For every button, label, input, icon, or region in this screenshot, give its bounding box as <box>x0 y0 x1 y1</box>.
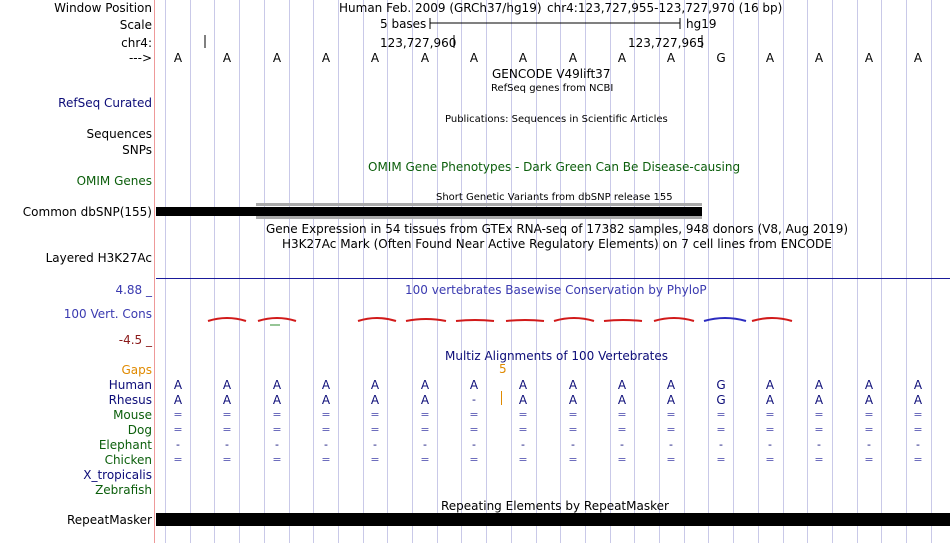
publications-track-title[interactable]: Publications: Sequences in Scientific Articles <box>445 114 668 125</box>
alignment-cell: A <box>272 378 282 392</box>
assembly-name: Human Feb. 2009 (GRCh37/hg19) <box>339 1 542 15</box>
phylop-max-label: 4.88 _ <box>115 283 152 297</box>
alignment-cell: = <box>272 453 282 466</box>
species-label-mouse[interactable]: Mouse <box>113 408 152 422</box>
alignment-cell: = <box>321 408 331 421</box>
alignment-cell: - <box>521 438 525 451</box>
phylop-score-mark <box>752 318 792 321</box>
alignment-cell: - <box>472 393 476 406</box>
reference-base: A <box>666 51 676 65</box>
alignment-cell: - <box>373 438 377 451</box>
alignment-cell: = <box>420 408 430 421</box>
alignment-cell: = <box>469 423 479 436</box>
phylop-score-mark <box>604 320 642 321</box>
alignment-cell: = <box>518 408 528 421</box>
gaps-label[interactable]: Gaps <box>121 363 152 377</box>
phylop-score-mark <box>654 318 694 321</box>
alignment-cell: A <box>469 378 479 392</box>
refseq-track-title[interactable]: RefSeq genes from NCBI <box>491 83 614 94</box>
alignment-cell: = <box>420 423 430 436</box>
reference-base: A <box>518 51 528 65</box>
dbsnp-track-title[interactable]: Short Genetic Variants from dbSNP release 155 <box>436 192 673 203</box>
alignment-cell: A <box>321 393 331 407</box>
alignment-cell: A <box>518 378 528 392</box>
alignment-cell: = <box>173 408 183 421</box>
alignment-cell: = <box>518 423 528 436</box>
species-label-zebrafish[interactable]: Zebrafish <box>95 483 152 497</box>
species-label-rhesus[interactable]: Rhesus <box>108 393 152 407</box>
alignment-cell: - <box>768 438 772 451</box>
alignment-cell: = <box>765 408 775 421</box>
alignment-cell: - <box>275 438 279 451</box>
alignment-cell: = <box>370 453 380 466</box>
alignment-cell: - <box>472 438 476 451</box>
layered-h3k27ac-label[interactable]: Layered H3K27Ac <box>45 251 152 265</box>
alignment-cell: - <box>423 438 427 451</box>
scale-assembly-text: hg19 <box>686 17 717 31</box>
alignment-cell: = <box>370 408 380 421</box>
repeatmasker-track-title[interactable]: Repeating Elements by RepeatMasker <box>441 499 669 513</box>
alignment-cell: A <box>173 393 183 407</box>
alignment-cell: = <box>765 453 775 466</box>
alignment-cell: A <box>420 378 430 392</box>
refseq-curated-label[interactable]: RefSeq Curated <box>58 96 152 110</box>
alignment-cell: A <box>518 393 528 407</box>
alignment-cell: = <box>420 453 430 466</box>
alignment-cell: - <box>225 438 229 451</box>
alignment-cell: A <box>222 378 232 392</box>
alignment-cell: = <box>864 408 874 421</box>
alignment-cell: - <box>719 438 723 451</box>
reference-base: A <box>469 51 479 65</box>
alignment-cell: A <box>765 378 775 392</box>
species-label-human[interactable]: Human <box>108 378 152 392</box>
alignment-cell: - <box>817 438 821 451</box>
snps-label[interactable]: SNPs <box>122 143 152 157</box>
phylop-score-mark <box>208 318 246 321</box>
reference-base: A <box>568 51 578 65</box>
alignment-cell: A <box>864 393 874 407</box>
alignment-cell: = <box>518 453 528 466</box>
alignment-cell: = <box>913 408 923 421</box>
alignment-cell: = <box>617 453 627 466</box>
reference-base: A <box>765 51 775 65</box>
alignment-cell: = <box>716 408 726 421</box>
alignment-cell: = <box>469 408 479 421</box>
alignment-cell: = <box>765 423 775 436</box>
phylop-score-mark <box>258 318 296 321</box>
alignment-cell: A <box>617 378 627 392</box>
species-label-x_tropicalis[interactable]: X_tropicalis <box>83 468 152 482</box>
alignment-cell: = <box>666 423 676 436</box>
alignment-cell: A <box>913 393 923 407</box>
alignment-cell: = <box>222 453 232 466</box>
alignment-cell: = <box>814 408 824 421</box>
phylop-score-mark <box>406 319 446 321</box>
alignment-cell: A <box>222 393 232 407</box>
alignment-cell: = <box>272 408 282 421</box>
alignment-cell: - <box>867 438 871 451</box>
alignment-cell: A <box>370 378 380 392</box>
alignment-cell: = <box>321 453 331 466</box>
alignment-cell: A <box>420 393 430 407</box>
phylop-score-mark <box>704 318 746 321</box>
alignment-cell: A <box>321 378 331 392</box>
alignment-cell: A <box>272 393 282 407</box>
alignment-cell: = <box>469 453 479 466</box>
scale-bases-text: 5 bases <box>380 17 427 31</box>
chrom-label: chr4: <box>121 36 152 50</box>
alignment-cell: = <box>716 453 726 466</box>
alignment-cell: = <box>321 423 331 436</box>
omim-genes-label[interactable]: OMIM Genes <box>76 174 152 188</box>
alignment-cell: A <box>864 378 874 392</box>
alignment-cell: = <box>173 423 183 436</box>
repeatmasker-label[interactable]: RepeatMasker <box>66 513 152 527</box>
alignment-cell: - <box>916 438 920 451</box>
alignment-cell: = <box>272 423 282 436</box>
alignment-cell: A <box>173 378 183 392</box>
scale-label: Scale <box>119 18 152 32</box>
chrom-position-2: 123,727,965 <box>628 36 705 50</box>
alignment-cell: = <box>370 423 380 436</box>
species-label-dog[interactable]: Dog <box>127 423 152 437</box>
reference-base: A <box>370 51 380 65</box>
alignment-cell: - <box>324 438 328 451</box>
alignment-cell: A <box>568 378 578 392</box>
gencode-track-title[interactable]: GENCODE V49lift37 <box>492 67 611 81</box>
phylop-score-mark <box>554 318 594 321</box>
gap-count: 5 <box>499 362 507 376</box>
multiz-track-title[interactable]: Multiz Alignments of 100 Vertebrates <box>445 349 669 363</box>
reference-base: A <box>617 51 627 65</box>
alignment-cell: A <box>814 378 824 392</box>
alignment-cell: A <box>666 393 676 407</box>
phylop-score-mark <box>456 320 494 321</box>
alignment-cell: A <box>913 378 923 392</box>
common-dbsnp-label[interactable]: Common dbSNP(155) <box>22 205 152 219</box>
alignment-cell: = <box>913 423 923 436</box>
alignment-cell: A <box>666 378 676 392</box>
alignment-cell: = <box>568 408 578 421</box>
rhesus-insertion-mark <box>501 391 502 405</box>
alignment-cell: = <box>864 423 874 436</box>
alignment-cell: G <box>716 378 726 392</box>
window-coordinates[interactable]: chr4:123,727,955-123,727,970 (16 bp) <box>547 1 783 15</box>
phylop-score-mark <box>358 318 396 321</box>
alignment-cell: - <box>669 438 673 451</box>
alignment-cell: = <box>716 423 726 436</box>
reference-base: A <box>420 51 430 65</box>
alignment-cell: A <box>765 393 775 407</box>
reference-base: A <box>222 51 232 65</box>
h3k27ac-track-title[interactable]: H3K27Ac Mark (Often Found Near Active Regulatory Elements) on 7 cell lines from ENCODE <box>282 237 832 251</box>
chrom-position-1: 123,727,960 <box>380 36 457 50</box>
alignment-cell: = <box>222 408 232 421</box>
alignment-cell: = <box>173 453 183 466</box>
window-position-label: Window Position <box>54 1 152 15</box>
alignment-cell: - <box>571 438 575 451</box>
alignment-cell: = <box>814 423 824 436</box>
sequences-label[interactable]: Sequences <box>86 127 152 141</box>
reference-base: A <box>321 51 331 65</box>
reference-base: A <box>864 51 874 65</box>
species-label-elephant[interactable]: Elephant <box>98 438 152 452</box>
alignment-cell: = <box>617 408 627 421</box>
reference-base: A <box>814 51 824 65</box>
reference-base: G <box>716 51 726 65</box>
alignment-cell: = <box>617 423 627 436</box>
alignment-cell: = <box>814 453 824 466</box>
species-label-chicken[interactable]: Chicken <box>104 453 152 467</box>
repeat-element-bar[interactable] <box>156 513 950 526</box>
alignment-cell: = <box>666 408 676 421</box>
reference-base: A <box>173 51 183 65</box>
alignment-cell: = <box>568 453 578 466</box>
alignment-cell: A <box>370 393 380 407</box>
alignment-cell: = <box>222 423 232 436</box>
reference-base: A <box>272 51 282 65</box>
phylop-min-label: -4.5 _ <box>118 333 152 347</box>
alignment-cell: A <box>617 393 627 407</box>
alignment-cell: = <box>864 453 874 466</box>
gtex-track-title[interactable]: Gene Expression in 54 tissues from GTEx RNA-seq of 17382 samples, 948 donors (V8, Aug 2019) <box>266 222 849 236</box>
alignment-cell: = <box>568 423 578 436</box>
alignment-cell: G <box>716 393 726 407</box>
alignment-cell: - <box>620 438 624 451</box>
alignment-cell: = <box>666 453 676 466</box>
alignment-cell: - <box>176 438 180 451</box>
vert-cons-label[interactable]: 100 Vert. Cons <box>63 307 152 321</box>
alignment-cell: A <box>568 393 578 407</box>
phylop-track-title[interactable]: 100 vertebrates Basewise Conservation by PhyloP <box>405 283 707 297</box>
alignment-cell: A <box>814 393 824 407</box>
alignment-cell: = <box>913 453 923 466</box>
omim-track-title[interactable]: OMIM Gene Phenotypes - Dark Green Can Be Disease-causing <box>368 160 741 174</box>
strand-arrow-label[interactable]: ---> <box>128 51 152 65</box>
phylop-score-mark <box>506 320 544 321</box>
reference-base: A <box>913 51 923 65</box>
